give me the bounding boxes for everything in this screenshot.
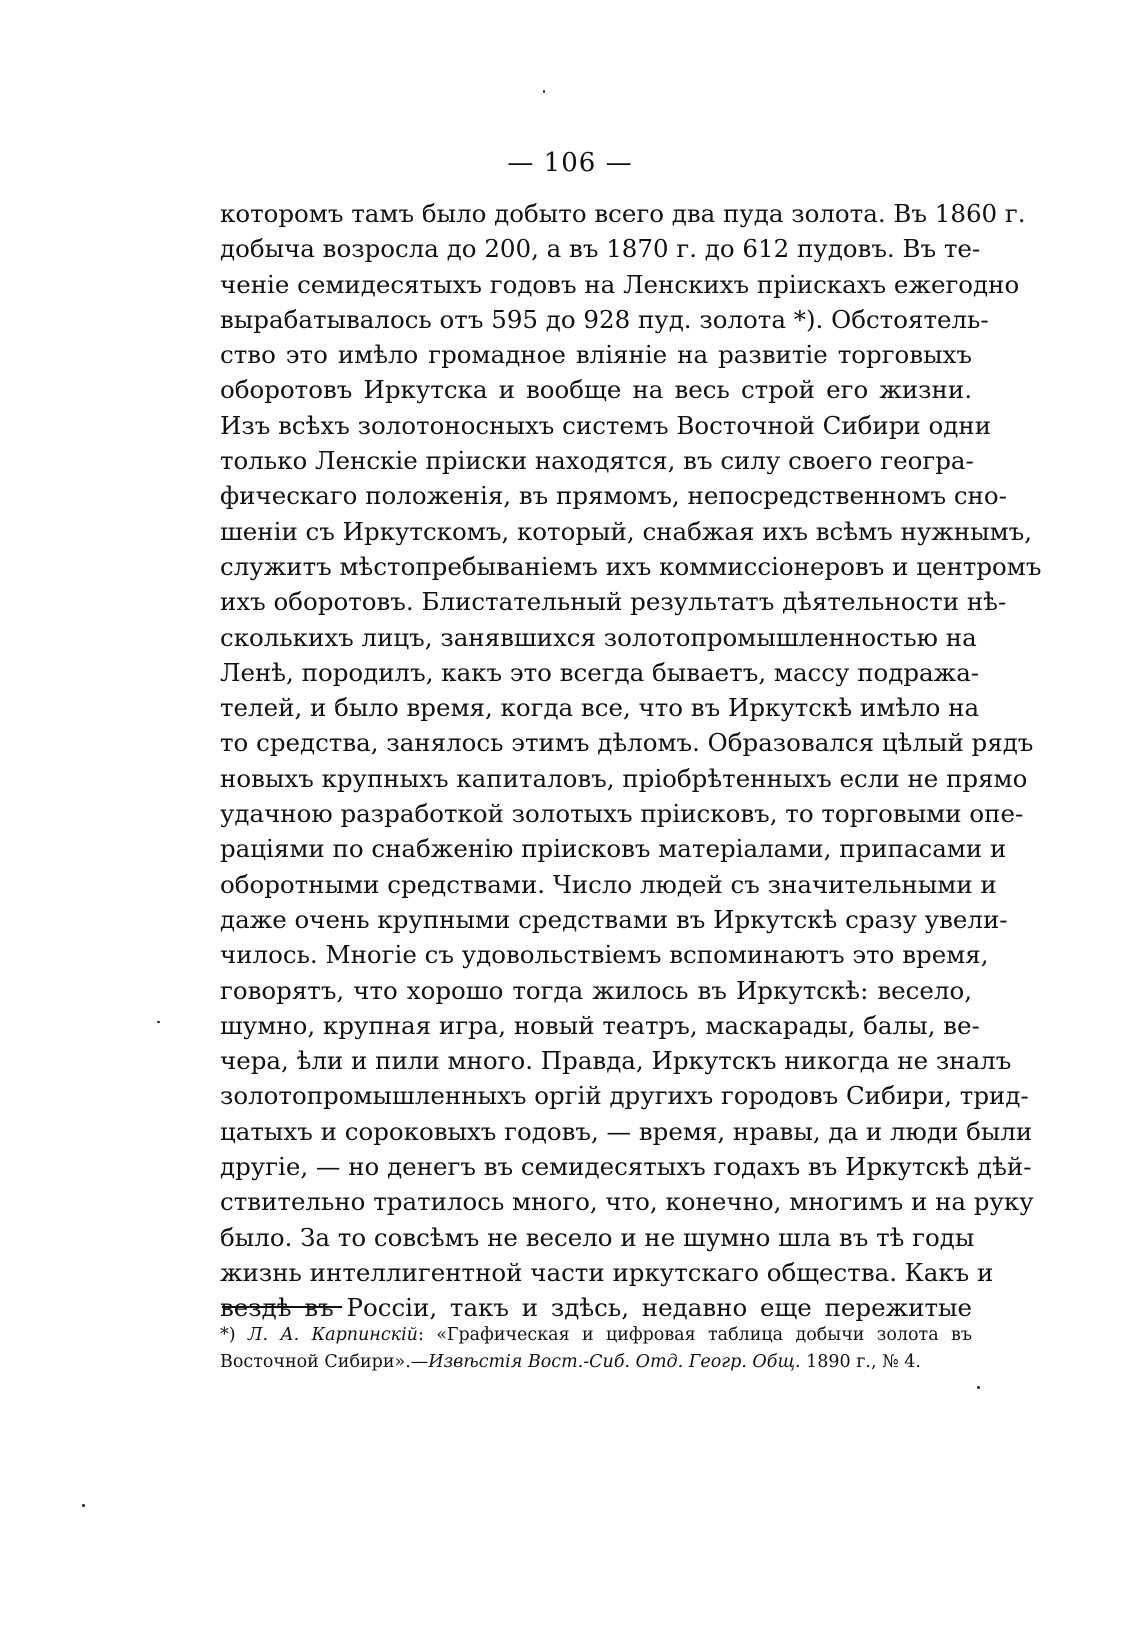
- text-line-2: добыча возросла до 200, а въ 1870 г. до 612 пудовъ. Въ те-: [220, 234, 981, 264]
- footnote-line-1: [220, 1322, 972, 1349]
- footnote: [220, 1322, 972, 1376]
- text-line-27: цатыхъ и сороковыхъ годовъ, — время, нравы, да и люди были: [220, 1116, 1033, 1146]
- text-line-1: которомъ тамъ было добыто всего два пуда золота. Въ 1860 г.: [220, 199, 1026, 228]
- scan-speck: [977, 1386, 980, 1389]
- text-line-12: ихъ оборотовъ. Блистательный результатъ дѣятельности нѣ-: [220, 587, 1007, 617]
- text-line-31: жизнь интеллигентной части иркутскаго общества. Какъ и: [220, 1257, 994, 1287]
- text-line-4: вырабатывалось отъ 595 до 928 пуд. золота *). Обстоятель-: [220, 304, 989, 334]
- text-line-3: ченіе семидесятыхъ годовъ на Ленскихъ пріискахъ ежегодно: [220, 269, 1020, 299]
- text-line-7: Изъ всѣхъ золотоносныхъ системъ Восточной Сибири одни: [220, 410, 992, 440]
- text-line-22: чилось. Многіе съ удовольствіемъ вспоминаютъ это время,: [220, 940, 989, 970]
- text-line-26: золотопромышленныхъ оргій другихъ городовъ Сибири, трид-: [220, 1081, 1029, 1111]
- scan-speck: [82, 1504, 85, 1507]
- text-line-19: раціями по снабженію пріисковъ матеріалами, припасами и: [220, 834, 1007, 864]
- text-line-11: служитъ мѣстопребываніемъ ихъ коммиссіонеровъ и центромъ: [220, 551, 1042, 581]
- text-line-32: вездѣ въ Россіи, такъ и здѣсь, недавно еще пережитые: [220, 1293, 972, 1323]
- text-line-25: чера, ѣли и пили много. Правда, Иркутскъ никогда не зналъ: [220, 1046, 1012, 1076]
- text-line-16: то средства, занялось этимъ дѣломъ. Образовался цѣлый рядъ: [220, 728, 1034, 758]
- footnote-journal: Извѣстія Вост.-Сиб. Отд. Геогр. Общ.: [428, 1352, 801, 1372]
- text-line-13: сколькихъ лицъ, занявшихся золотопромышленностью на: [220, 622, 977, 652]
- text-line-18: удачною разработкой золотыхъ пріисковъ, то торговыми опе-: [220, 799, 1024, 829]
- text-line-5: ство это имѣло громадное вліяніе на развитіе торговыхъ: [220, 340, 972, 370]
- footnote-title-continued: Восточной Сибири».—: [220, 1352, 429, 1372]
- text-line-30: было. За то совсѣмъ не весело и не шумно шла въ тѣ годы: [220, 1222, 975, 1252]
- footnote-title: : «Графическая и цифровая таблица добычи золота въ: [417, 1325, 972, 1345]
- footnote-year-issue: 1890 г., № 4.: [800, 1352, 921, 1372]
- text-line-24: шумно, крупная игра, новый театръ, маскарады, балы, ве-: [220, 1010, 980, 1040]
- text-line-23: говорятъ, что хорошо тогда жилось въ Иркутскѣ: весело,: [220, 975, 972, 1005]
- text-line-9: фическаго положенія, въ прямомъ, непосредственномъ сно-: [220, 481, 1007, 511]
- text-line-21: даже очень крупными средствами въ Иркутскѣ сразу увели-: [220, 904, 1008, 934]
- scan-speck: [543, 90, 545, 93]
- footnote-author: Л. А. Карпинскій: [247, 1325, 418, 1345]
- footnote-line-2: [220, 1349, 972, 1376]
- text-line-28: другіе, — но денегъ въ семидесятыхъ годахъ въ Иркутскѣ дѣй-: [220, 1152, 1032, 1182]
- footnote-divider: [222, 1306, 342, 1308]
- text-line-29: ствительно тратилось много, что, конечно, многимъ и на руку: [220, 1187, 1034, 1217]
- text-line-17: новыхъ крупныхъ капиталовъ, пріобрѣтенныхъ если не прямо: [220, 763, 1028, 793]
- text-line-14: Ленѣ, породилъ, какъ это всегда бываетъ, массу подража-: [220, 657, 980, 687]
- text-line-8: только Ленскіе пріиски находятся, въ силу своего геогра-: [220, 446, 974, 476]
- body-text: [220, 196, 1042, 1326]
- text-line-10: шеніи съ Иркутскомъ, который, снабжая ихъ всѣмъ нужнымъ,: [220, 516, 1033, 546]
- text-line-20: оборотными средствами. Число людей съ значительными и: [220, 869, 997, 899]
- scan-speck: [157, 1021, 160, 1023]
- text-line-15: телей, и было время, когда все, что въ Иркутскѣ имѣло на: [220, 693, 980, 723]
- footnote-marker: *): [220, 1325, 236, 1345]
- text-line-6: оборотовъ Иркутска и вообще на весь строй его жизни.: [220, 375, 972, 405]
- page-number: — 106 —: [507, 148, 633, 178]
